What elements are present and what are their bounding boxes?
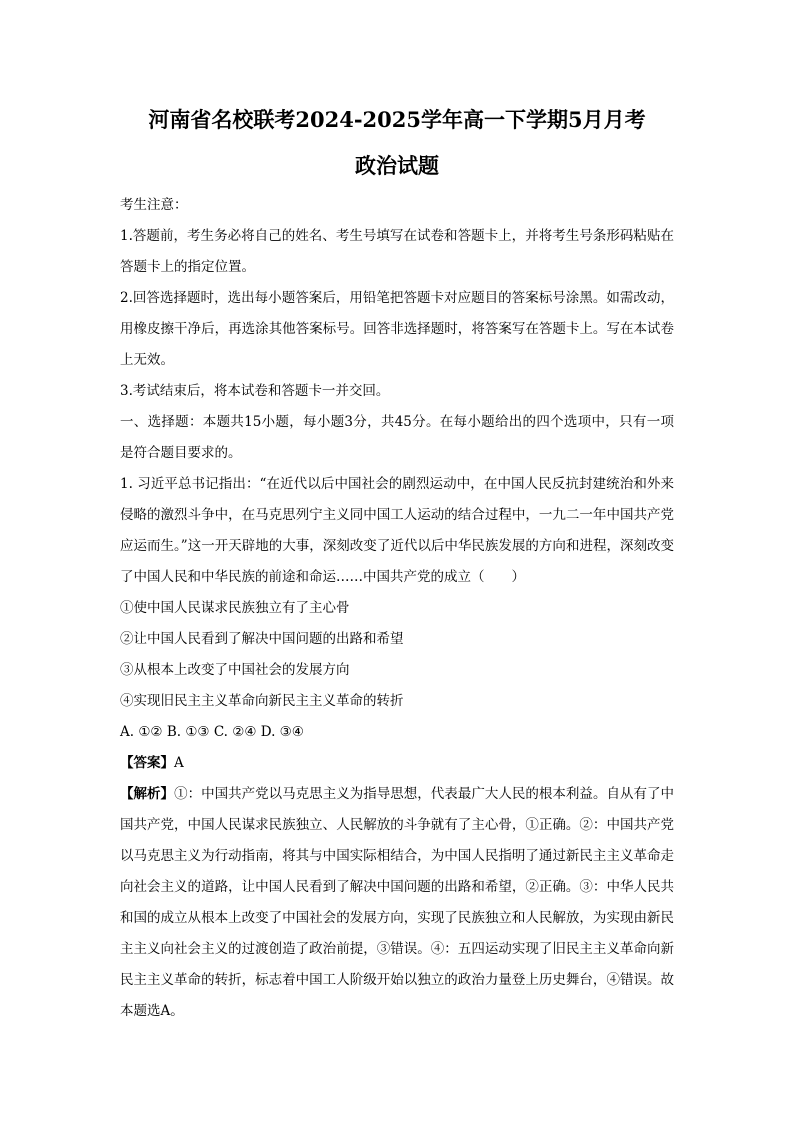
analysis-text: ①：中国共产党以马克思主义为指导思想，代表最广大人民的根本利益。自从有了中国共产党，中国人民谋求民族独立、人民解放的斗争就有了主心骨，①正确。②：中国共产党以马克思主义为行动指南，将其与中国实际相结合，为中国人民指明了通过新民主主义革命走向社会主义的道路，让中国人民看到了解决中国问题的出路和希望，②正确。③：中华人民共和国的成立从根本上改变了中国社会的发展方向，实现了民族独立和人民解放，为实现由新民主主义向社会主义的过渡创造了政治前提，③错误。④：五四运动实现了旧民主主义革命向新民主主义革命的转折，标志着中国工人阶级开始以独立的政治力量登上历史舞台，④错误。故本题选A。 [120, 786, 675, 1019]
question-1-statement-1: ①使中国人民谋求民族独立有了主心骨 [120, 600, 350, 616]
question-1-statement-2: ②让中国人民看到了解决中国问题的出路和希望 [120, 631, 404, 647]
notice-item-1: 1.答题前，考生务必将自己的姓名、考生号填写在试卷和答题卡上，并将考生号条形码粘贴在答题卡上的指定位置。 [120, 228, 674, 275]
question-1-analysis [120, 779, 674, 1027]
question-1-statement-3: ③从根本上改变了中国社会的发展方向 [120, 662, 350, 678]
answer-value: A [174, 755, 184, 771]
question-1-answer [120, 748, 674, 779]
question-1-statement-4: ④实现旧民主主义革命向新民主主义革命的转折 [120, 693, 404, 709]
question-1-stem: 1. 习近平总书记指出：“在近代以后中国社会的剧烈运动中，在中国人民反抗封建统治和外来侵略的激烈斗争中，在马克思列宁主义同中国工人运动的结合过程中，一九二一年中国共产党应运而生。”这一开天辟地的大事，深刻改变了近代以后中华民族发展的方向和进程，深刻改变了中国人民和中华民族的前途和命运……中国共产党的成立（ ） [120, 476, 674, 585]
page-title: 河南省名校联考2024-2025学年高一下学期5月月考 [148, 107, 646, 132]
analysis-label: 【解析】 [120, 786, 175, 802]
section-heading: 一、选择题：本题共15小题，每小题3分，共45分。在每小题给出的四个选项中，只有一项是符合题目要求的。 [120, 414, 674, 461]
page-subtitle: 政治试题 [355, 153, 439, 178]
question-1-choices: A. ①② B. ①③ C. ②④ D. ③④ [120, 724, 304, 740]
notice-item-2: 2.回答选择题时，选出每小题答案后，用铅笔把答题卡对应题目的答案标号涂黑。如需改动，用橡皮擦干净后，再选涂其他答案标号。回答非选择题时，将答案写在答题卡上。写在本试卷上无效。 [120, 290, 674, 368]
answer-label: 【答案】 [120, 755, 174, 771]
notice-heading: 考生注意： [120, 197, 188, 213]
notice-item-3: 3.考试结束后，将本试卷和答题卡一并交回。 [120, 383, 390, 399]
